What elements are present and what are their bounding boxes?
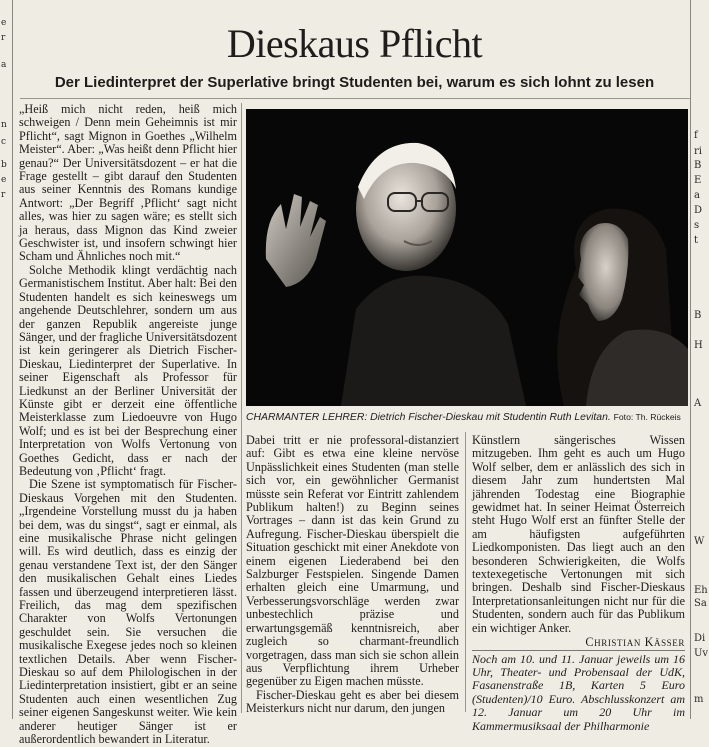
margin-fragment: a: [694, 190, 700, 201]
margin-fragment: f: [694, 130, 698, 141]
paragraph: Fischer-Dieskau geht es aber bei diesem Meisterkurs nicht nur darum, den jungen: [246, 687, 459, 716]
margin-fragment: W: [694, 536, 705, 547]
margin-fragment: Sa: [694, 598, 707, 609]
article-subheadline: Der Liedinterpret der Superlative bringt Studenten bei, warum es sich lohnt zu lesen: [54, 74, 655, 91]
article-photo: [246, 109, 688, 406]
margin-fragment: c: [1, 137, 7, 147]
article-headline: Dieskaus Pflicht: [226, 21, 483, 66]
margin-fragment: H: [694, 340, 703, 351]
paragraph: Die Szene ist symptomatisch für Fischer-Dieskaus Vorgehen mit den Studenten. „Irgendeine Vorstellung musst du ja haben bei dem, was du singst“, sagt er einmal, als eine musikalische Phrase nicht gelingen will. Es wird deutlich, dass es einzig der genau verstandene Text ist, der den Sänger den musikalischen Gehalt eines Liedes fassen und überzeugend interpretieren lässt. Freilich, das mag dem spezifischen Charakter von Wolfs Vertonungen geschuldet sein. Sie versuchen die musikalische Exegese jedes noch so kleinen textlichen Details. Aber wenn Fischer-Dieskau so auf dem Philologischen in der Liedinterpretation insistiert, gibt er an seine Studenten auch einen wesentlichen Zug seiner eigenen Sangeskunst weiter. Wie kein anderer heutiger Sänger ist er außerordentlich bewandert in Literatur.: [19, 477, 237, 747]
margin-fragment: ri: [694, 146, 702, 157]
margin-fragment: D: [694, 205, 703, 216]
paragraph: Solche Methodik klingt verdächtig nach Germanistischem Institut. Aber halt: Bei den Studenten handelt es sich keineswegs um angehende Deutschlehrer, sondern um aus der ganzen Republik angereiste junge Sänger, und der fragliche Universitätsdozent ist kein geringerer als Dietrich Fischer-Dieskau, Liedinterpret der Superlative. In seiner Eigenschaft als Professor für Liedkunst an der Berliner Universität der Künste gibt er derzeit eine öffentliche Meisterklasse zum Liedoeuvre von Hugo Wolf; und es ist bei der Besprechung einer Interpretation von Wolfs Vertonung von Goethes Gedicht, dass er nach der Bedeutung von ‚Pflicht‘ fragt.: [19, 262, 237, 478]
margin-fragment: Uv: [694, 648, 709, 659]
photo-caption: [246, 412, 691, 423]
margin-fragment: E: [694, 175, 702, 186]
margin-fragment: b: [1, 160, 7, 170]
margin-fragment: B: [694, 160, 702, 171]
margin-fragment: a: [1, 60, 7, 70]
margin-fragment: r: [1, 190, 6, 200]
paragraph: Dabei tritt er nie professoral-distanziert auf: Gibt es etwa eine kleine nervöse Unpässlichkeit eines Studenten (man stelle sich vor, ein gewöhnlicher Germanist müsste sein Referat vor Eintritt zahlendem Publikum halten!) zu Beginn seines Vortrages – dann ist das kein Grund zu Aufregung. Fischer-Dieskau überspielt die Situation geschickt mit einer Anekdote von einem eigenen Liederabend bei den Salzburger Festspielen. Singende Damen erhalten gleich eine Umarmung, und Verbesserungsvorschläge werden zwar unbestechlich präzise und erwartungsgemäß kenntnisreich, aber zugleich so charmant-freundlich vorgetragen, dass man sich sie schon allein aus Verpflichtung ihrem Urheber gegenüber zu Eigen machen müsste.: [246, 433, 459, 689]
margin-fragment: B: [694, 310, 702, 321]
article-column-3: [472, 434, 685, 733]
paragraph: Künstlern sängerisches Wissen mitzugeben. Ihm geht es auch um Hugo Wolf selber, dem er anlässlich des sich in diesem Jahr zum hundertsten Mal jährenden Todestag eine Biographie gewidmet hat. In seiner Heimat Österreich steht Hugo Wolf erst an fünfter Stelle der am häufigsten aufgeführten Liedkomponisten. Das liegt auch an den besonderen Schwierigkeiten, die Wolfs textexegetische Vertonungen mit sich bringen. Deshalb sind Fischer-Dieskaus Interpretationsanleitungen nicht nur für die Studenten, sondern auch für das Publikum ein wichtiger Anker.: [472, 433, 685, 635]
right-neighbor-column-fragment: [690, 0, 709, 719]
column-divider: [465, 432, 466, 712]
margin-fragment: t: [694, 235, 699, 246]
column-divider: [241, 103, 242, 713]
margin-fragment: e: [1, 18, 7, 28]
article-column-2: [246, 434, 459, 716]
left-neighbor-column-fragment: [0, 0, 13, 719]
margin-fragment: r: [1, 33, 6, 43]
margin-fragment: e: [1, 175, 7, 185]
margin-fragment: Di: [694, 633, 706, 644]
margin-fragment: Eh: [694, 585, 708, 596]
paragraph: „Heiß mich nicht reden, heiß mich schweigen / Denn mein Geheimnis ist mir Pflicht“, sagt Mignon in Goethes „Wilhelm Meister“. Aber: „Was heißt denn Pflicht hier genau?“ Der Universitätsdozent – er hat die Frage gestellt – gibt darauf den Studenten aus seiner Kenntnis des Romans kundige Antwort: „Der Begriff ‚Pflicht‘ sagt nicht alles, was hier zu sagen wäre; es stellt sich ja heraus, dass Mignon das Kind zweier Geschwister ist, und insofern schwingt hier Scham und Ähnliches noch mit.“: [19, 102, 237, 264]
caption-text: CHARMANTER LEHRER: Dietrich Fischer-Dieskau mit Studentin Ruth Levitan.: [246, 412, 611, 423]
margin-fragment: m: [694, 694, 704, 705]
article-column-1: [19, 103, 237, 747]
margin-fragment: n: [1, 120, 7, 130]
photo-credit: Foto: Th. Rückeis: [613, 412, 681, 422]
author-byline: Christian Kässer: [585, 635, 685, 650]
margin-fragment: s: [694, 220, 700, 231]
event-info-note: Noch am 10. und 11. Januar jeweils um 16 Uhr, Theater- und Probensaal der UdK, Fasanenstraße 1B, Karten 5 Euro (Studenten)/10 Euro. Abschlusskonzert am 12. Januar um 20 Uhr im Kammermusiksaal der Philharmonie: [472, 651, 685, 733]
margin-fragment: A: [694, 398, 702, 409]
photo-illustration: [246, 109, 688, 406]
headline-rule: [20, 98, 690, 99]
